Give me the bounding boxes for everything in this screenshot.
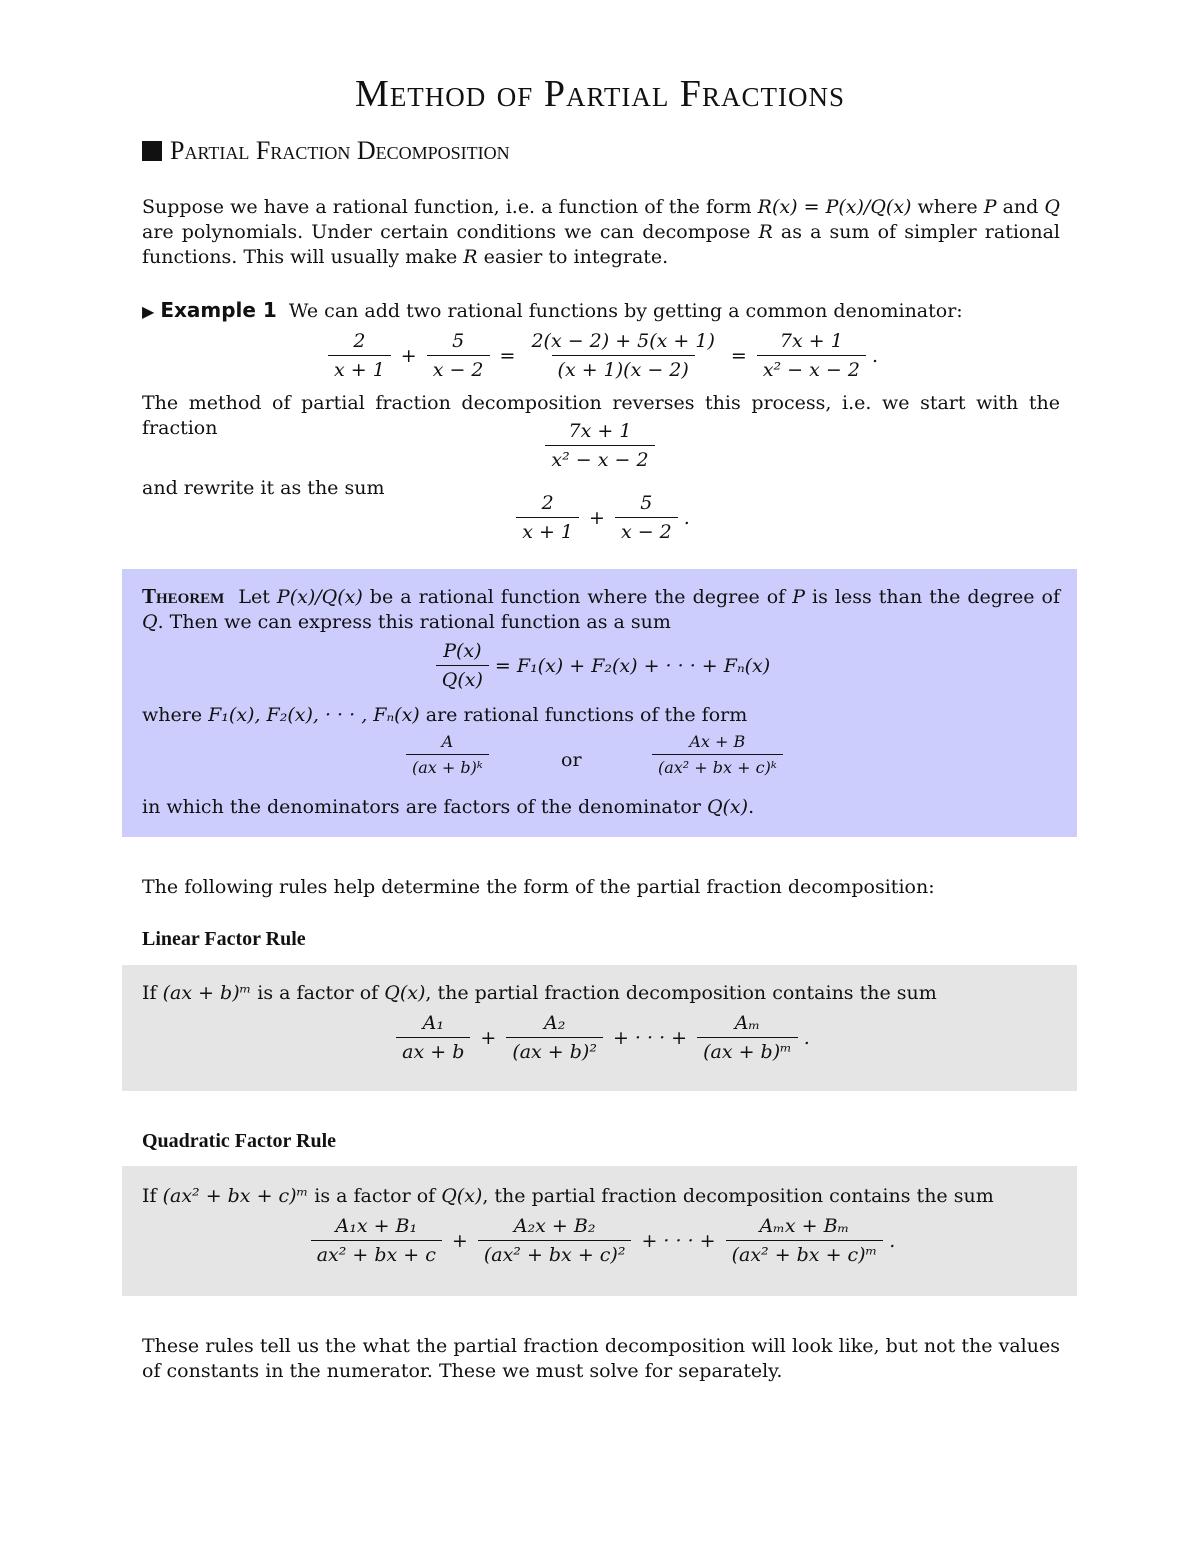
- form-fraction-linear: [400, 732, 495, 777]
- theorem-text: is less than the degree of: [805, 586, 1060, 608]
- numerator: A₁: [422, 1012, 444, 1034]
- period: .: [803, 1026, 810, 1049]
- section-heading-text: Partial Fraction Decomposition: [170, 136, 510, 165]
- closing-paragraph: These rules tell us the what the partial fraction decomposition will look like, but not the values of constants in the numerator. These we must solve for separately.: [142, 1335, 1060, 1382]
- theorem-text: Let: [238, 586, 277, 608]
- theorem-text: are rational functions of the form: [419, 704, 748, 726]
- operator: + · · · +: [641, 1229, 716, 1252]
- numerator: A₁x + B₁: [335, 1215, 418, 1237]
- rule-text: , the partial fraction decomposition contains the sum: [425, 982, 937, 1004]
- theorem-text: be a rational function where the degree of: [362, 586, 793, 608]
- numerator: A: [441, 732, 454, 751]
- quadratic-rule-statement: [142, 1184, 1060, 1209]
- numerator: 7x + 1: [568, 420, 632, 442]
- theorem-text: . Then we can express this rational function as a sum: [157, 611, 671, 633]
- intro-text: and: [996, 196, 1045, 218]
- denominator: x² − x − 2: [545, 445, 654, 471]
- fraction: [697, 1012, 798, 1063]
- intro-math: P: [983, 196, 997, 218]
- numerator: Ax + B: [689, 732, 746, 751]
- triangle-marker-icon: ▶: [142, 302, 155, 321]
- numerator: Aₘx + Bₘ: [759, 1215, 850, 1237]
- fraction: [406, 732, 489, 777]
- rule-text: , the partial fraction decomposition contains the sum: [482, 1185, 994, 1207]
- numerator: A₂: [543, 1012, 566, 1034]
- operator: +: [480, 1026, 497, 1049]
- theorem-text: in which the denominators are factors of the denominator: [142, 796, 707, 818]
- fraction: [652, 732, 783, 777]
- linear-rule-equation: [0, 1012, 1200, 1063]
- period: .: [889, 1229, 896, 1252]
- sum-equation: [0, 492, 1200, 543]
- denominator: (ax² + bx + c)ᵐ: [726, 1240, 884, 1266]
- equation-rhs: = F₁(x) + F₂(x) + · · · + Fₙ(x): [494, 654, 771, 677]
- denominator: x − 2: [427, 355, 490, 381]
- numerator: A₂x + B₂: [513, 1215, 596, 1237]
- denominator: x² − x − 2: [757, 355, 866, 381]
- period: .: [683, 506, 690, 529]
- example-equation: [0, 330, 1200, 381]
- intro-text: are polynomials. Under certain conditions we can decompose: [142, 221, 759, 243]
- fraction: [726, 1215, 884, 1266]
- intro-text: Suppose we have a rational function, i.e. a function of the form: [142, 196, 758, 218]
- denominator: (ax + b)ᵏ: [406, 754, 489, 777]
- numerator: 5: [640, 492, 653, 514]
- rule-math: (ax² + bx + c)ᵐ: [162, 1185, 309, 1207]
- rule-math: Q(x): [384, 982, 426, 1004]
- example-text: We can add two rational functions by getting a common denominator:: [288, 300, 963, 322]
- intro-math: R: [758, 221, 773, 243]
- theorem-math: Q(x): [706, 796, 749, 818]
- denominator: (ax² + bx + c)²: [478, 1240, 632, 1266]
- quadratic-rule-title: Quadratic Factor Rule: [142, 1130, 337, 1152]
- square-bullet-icon: [142, 141, 162, 161]
- numerator: 2: [353, 330, 366, 352]
- fraction: [516, 492, 579, 543]
- fraction: [545, 420, 654, 471]
- operator: =: [499, 344, 516, 367]
- intro-math: R: [463, 246, 478, 268]
- operator: +: [589, 506, 605, 529]
- theorem-math: P: [792, 586, 806, 608]
- linear-rule-statement: [142, 981, 1060, 1006]
- numerator: 2(x − 2) + 5(x + 1): [531, 330, 715, 352]
- fraction: [427, 330, 490, 381]
- numerator: P(x): [443, 640, 482, 662]
- fraction: [615, 492, 678, 543]
- operator: =: [730, 344, 747, 367]
- numerator: 7x + 1: [779, 330, 843, 352]
- theorem-where: [142, 703, 1060, 728]
- denominator: (ax + b)²: [506, 1037, 603, 1063]
- start-fraction: [0, 420, 1200, 471]
- rule-text: If: [142, 1185, 163, 1207]
- example-label: Example 1: [160, 298, 277, 322]
- period: .: [871, 344, 878, 367]
- theorem-end: [142, 795, 1060, 820]
- denominator: x + 1: [328, 355, 391, 381]
- theorem-math: F₁(x), F₂(x), · · · , Fₙ(x): [208, 704, 420, 726]
- denominator: ax² + bx + c: [311, 1240, 442, 1266]
- fraction: [506, 1012, 603, 1063]
- denominator: x − 2: [615, 517, 678, 543]
- denominator: (x + 1)(x − 2): [552, 355, 695, 381]
- intro-text: as a sum of simpler rational functions. This will usually make: [142, 221, 1061, 268]
- rule-text: is a factor of: [251, 982, 385, 1004]
- operator: + · · · +: [612, 1026, 688, 1049]
- denominator: ax + b: [396, 1037, 470, 1063]
- denominator: (ax + b)ᵐ: [697, 1037, 798, 1063]
- intro-paragraph: [142, 195, 1060, 270]
- fraction: [525, 330, 720, 381]
- rule-math: (ax + b)ᵐ: [162, 982, 252, 1004]
- intro-text: where: [911, 196, 984, 218]
- theorem-text: .: [748, 796, 755, 818]
- intro-text: easier to integrate.: [477, 246, 669, 268]
- theorem-label: Theorem: [142, 584, 225, 608]
- quadratic-rule-equation: [0, 1215, 1200, 1266]
- linear-rule-title: Linear Factor Rule: [142, 928, 306, 950]
- page-title: Method of Partial Fractions: [355, 73, 845, 115]
- form-fraction-quadratic: [646, 732, 789, 777]
- rule-math: Q(x): [441, 1185, 483, 1207]
- fraction: [311, 1215, 442, 1266]
- numerator: Aₘ: [734, 1012, 761, 1034]
- intro-math: R(x) = P(x)/Q(x): [757, 196, 912, 218]
- fraction: [328, 330, 391, 381]
- rewrite-text: and rewrite it as the sum: [142, 477, 385, 499]
- theorem-text: where: [142, 704, 209, 726]
- operator: +: [400, 344, 417, 367]
- intro-math: Q: [1044, 196, 1060, 218]
- rule-text: is a factor of: [308, 1185, 442, 1207]
- denominator: x + 1: [516, 517, 579, 543]
- numerator: 5: [452, 330, 465, 352]
- rule-text: If: [142, 982, 163, 1004]
- fraction: [396, 1012, 470, 1063]
- numerator: 2: [541, 492, 554, 514]
- denominator: Q(x): [436, 665, 489, 691]
- fraction: [478, 1215, 632, 1266]
- example-heading: [142, 298, 1060, 324]
- theorem-equation: [0, 640, 1200, 691]
- theorem-math: Q: [142, 611, 158, 633]
- or-word: or: [561, 749, 582, 771]
- theorem-math: P(x)/Q(x): [276, 586, 363, 608]
- denominator: (ax² + bx + c)ᵏ: [652, 754, 783, 777]
- section-heading: [142, 136, 510, 166]
- fraction: [757, 330, 866, 381]
- example-after-text: The method of partial fraction decomposition reverses this process, i.e. we start with the fraction: [142, 392, 1060, 439]
- fraction: [436, 640, 489, 691]
- operator: +: [451, 1229, 468, 1252]
- theorem-statement: [142, 584, 1060, 635]
- rules-intro: The following rules help determine the form of the partial fraction decomposition:: [142, 876, 935, 898]
